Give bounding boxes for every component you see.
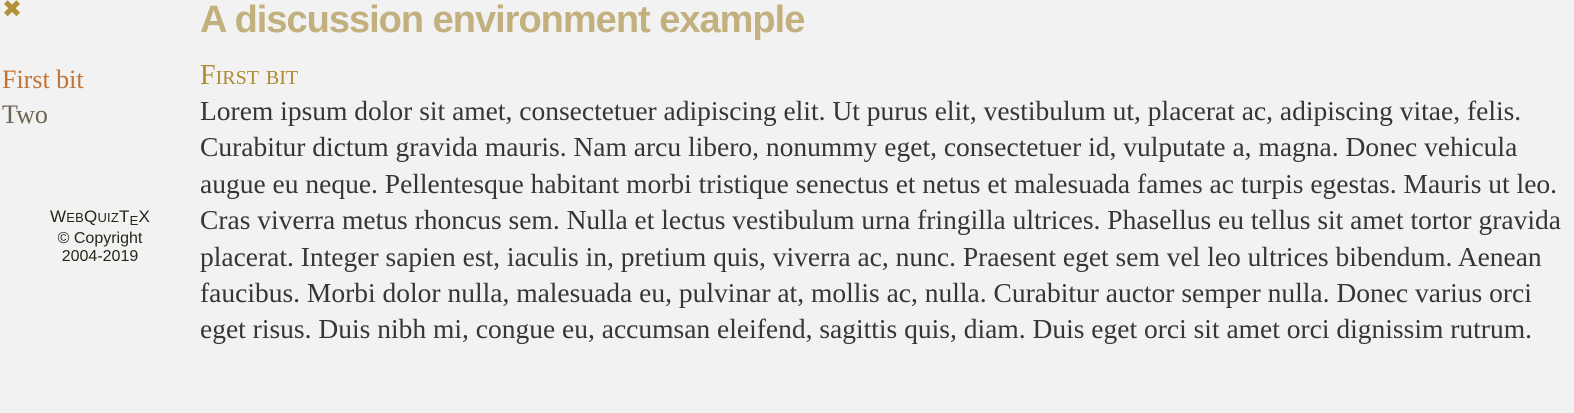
copyright-line: © Copyright (57, 230, 143, 247)
logo-part: W (50, 207, 67, 226)
discussion-paragraph: Lorem ipsum dolor sit amet, consectetuer adipiscing elit. Ut purus elit, vestibulum ut, placerat ac, adipiscing vitae, felis. Curabitur dictum gravida mauris. Nam arcu libero, nonummy eget, consectetuer id, vulputate a, magna. Donec vehicula augue eu neque. Pellentesque habitant morbi tristique senectus et netus et malesuada fames ac turpis egestas. Mauris ut leo. Cras viverra metus rhoncus sem. Nulla et lectus vestibulum urna fringilla ultrices. Phasellus eu tellus sit amet tortor gravida placerat. Integer sapien est, iaculis in, pretium quis, viverra ac, nunc. Praesent eget sem vel leo ultrices bibendum. Aenean faucibus. Morbi dolor nulla, malesuada eu, pulvinar at, mollis ac, nulla. Curabitur auctor semper nulla. Donec varius orci eget risus. Duis nibh mi, congue eu, accumsan eleifend, sagittis quis, diam. Duis eget orci sit amet orci dignissim rutrum. (200, 95, 1561, 345)
logo-part: Q (84, 207, 98, 226)
logo-part: E (129, 213, 139, 228)
webquiztex-logo (0, 208, 200, 230)
sidebar-item-two[interactable]: Two (2, 100, 48, 129)
logo-part: X (138, 207, 150, 226)
section-heading-first-bit: First bit (200, 60, 299, 91)
close-icon[interactable]: ✖ (2, 0, 23, 23)
logo-part: T (118, 207, 130, 226)
sidebar-nav (2, 62, 198, 132)
logo-part: UIZ (97, 210, 119, 225)
page-title: A discussion environment example (200, 0, 805, 41)
copyright-years: 2004-2019 (61, 248, 139, 265)
sidebar-footer (0, 208, 200, 266)
sidebar-item-first-bit[interactable]: First bit (2, 65, 84, 94)
main-content (200, 0, 1574, 348)
logo-part: EB (66, 210, 84, 225)
